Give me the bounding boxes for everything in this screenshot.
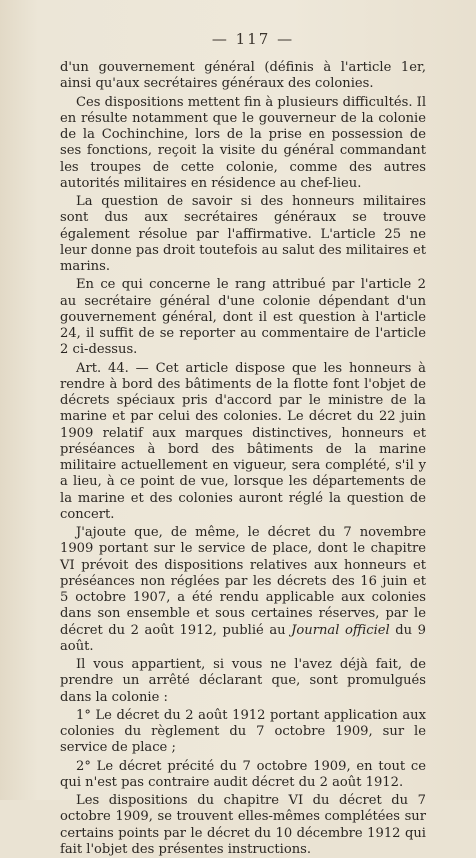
paragraph-text-end: du 9 août. bbox=[60, 622, 426, 654]
list-item: 1° Le décret du 2 août 1912 portant application aux colonies du règlement du 7 octobre 1909, sur le service de place ; bbox=[60, 707, 426, 756]
paragraph: d'un gouvernement général (définis à l'article 1er, ainsi qu'aux secrétaires généraux des colonies. bbox=[60, 60, 426, 92]
paragraph: Ces dispositions mettent fin à plusieurs difficultés. Il en résulte notamment que le gouverneur de la colonie de la Cochinchine, lors de la prise en possession de ses fonctions, reçoit la visite du général commandant les troupes de cette colonie, comme des autres autorités militaires en résidence au chef-lieu. bbox=[60, 94, 427, 191]
paragraph-text: J'ajoute que, de même, le décret du 7 novembre 1909 portant sur le service de place, dont le chapitre VI prévoit des dispositions relatives aux honneurs et préséances non réglées par les décrets des 16 juin et 5 octobre 1907, a été rendu applicable aux colonies dans son ensemble et sous certaines réserves, par le décret du 2 août 1912, publié au bbox=[60, 525, 426, 638]
page-number: — 117 — bbox=[211, 30, 295, 48]
list-item: 2° Le décret précité du 7 octobre 1909, en tout ce qui n'est pas contraire audit décret du 2 août 1912. bbox=[60, 758, 426, 790]
paragraph: Art. 44. — Cet article dispose que les honneurs à rendre à bord des bâtiments de la flotte font l'objet de décrets spéciaux pris d'accord par le ministre de la marine et par celui des colonies. Le décret du 22 juin 1909 relatif aux marques distinctives, honneurs et préséances à bord des bâtiments de la marine militaire actuellement en vigueur, sera complété, s'il y a lieu, à ce point de vue, lorsque les départements de la marine et des colonies auront réglé la question de concert. bbox=[60, 360, 426, 522]
paragraph: En ce qui concerne le rang attribué par l'article 2 au secrétaire général d'une colonie dépendant d'un gouvernement général, dont il est question à l'article 24, il suffit de se reporter au commentaire de l'article 2 ci-dessus. bbox=[60, 277, 426, 358]
paragraph: Il vous appartient, si vous ne l'avez déjà fait, de prendre un arrêté déclarant que, sont promulgués dans la colonie : bbox=[60, 657, 426, 705]
paragraph bbox=[60, 525, 426, 655]
body-text bbox=[60, 60, 426, 858]
journal-title: Journal officiel bbox=[291, 622, 390, 638]
paragraph: Les dispositions du chapitre VI du décret du 7 octobre 1909, se trouvent elles-mêmes complétées sur certains points par le décret du 10 décembre 1912 qui fait l'objet des présentes instructions. bbox=[60, 793, 426, 857]
paragraph: La question de savoir si des honneurs militaires sont dus aux secrétaires généraux se trouve également résolue par l'affirmative. L'article 25 ne leur donne pas droit toutefois au salut des militaires et marins. bbox=[60, 194, 426, 274]
